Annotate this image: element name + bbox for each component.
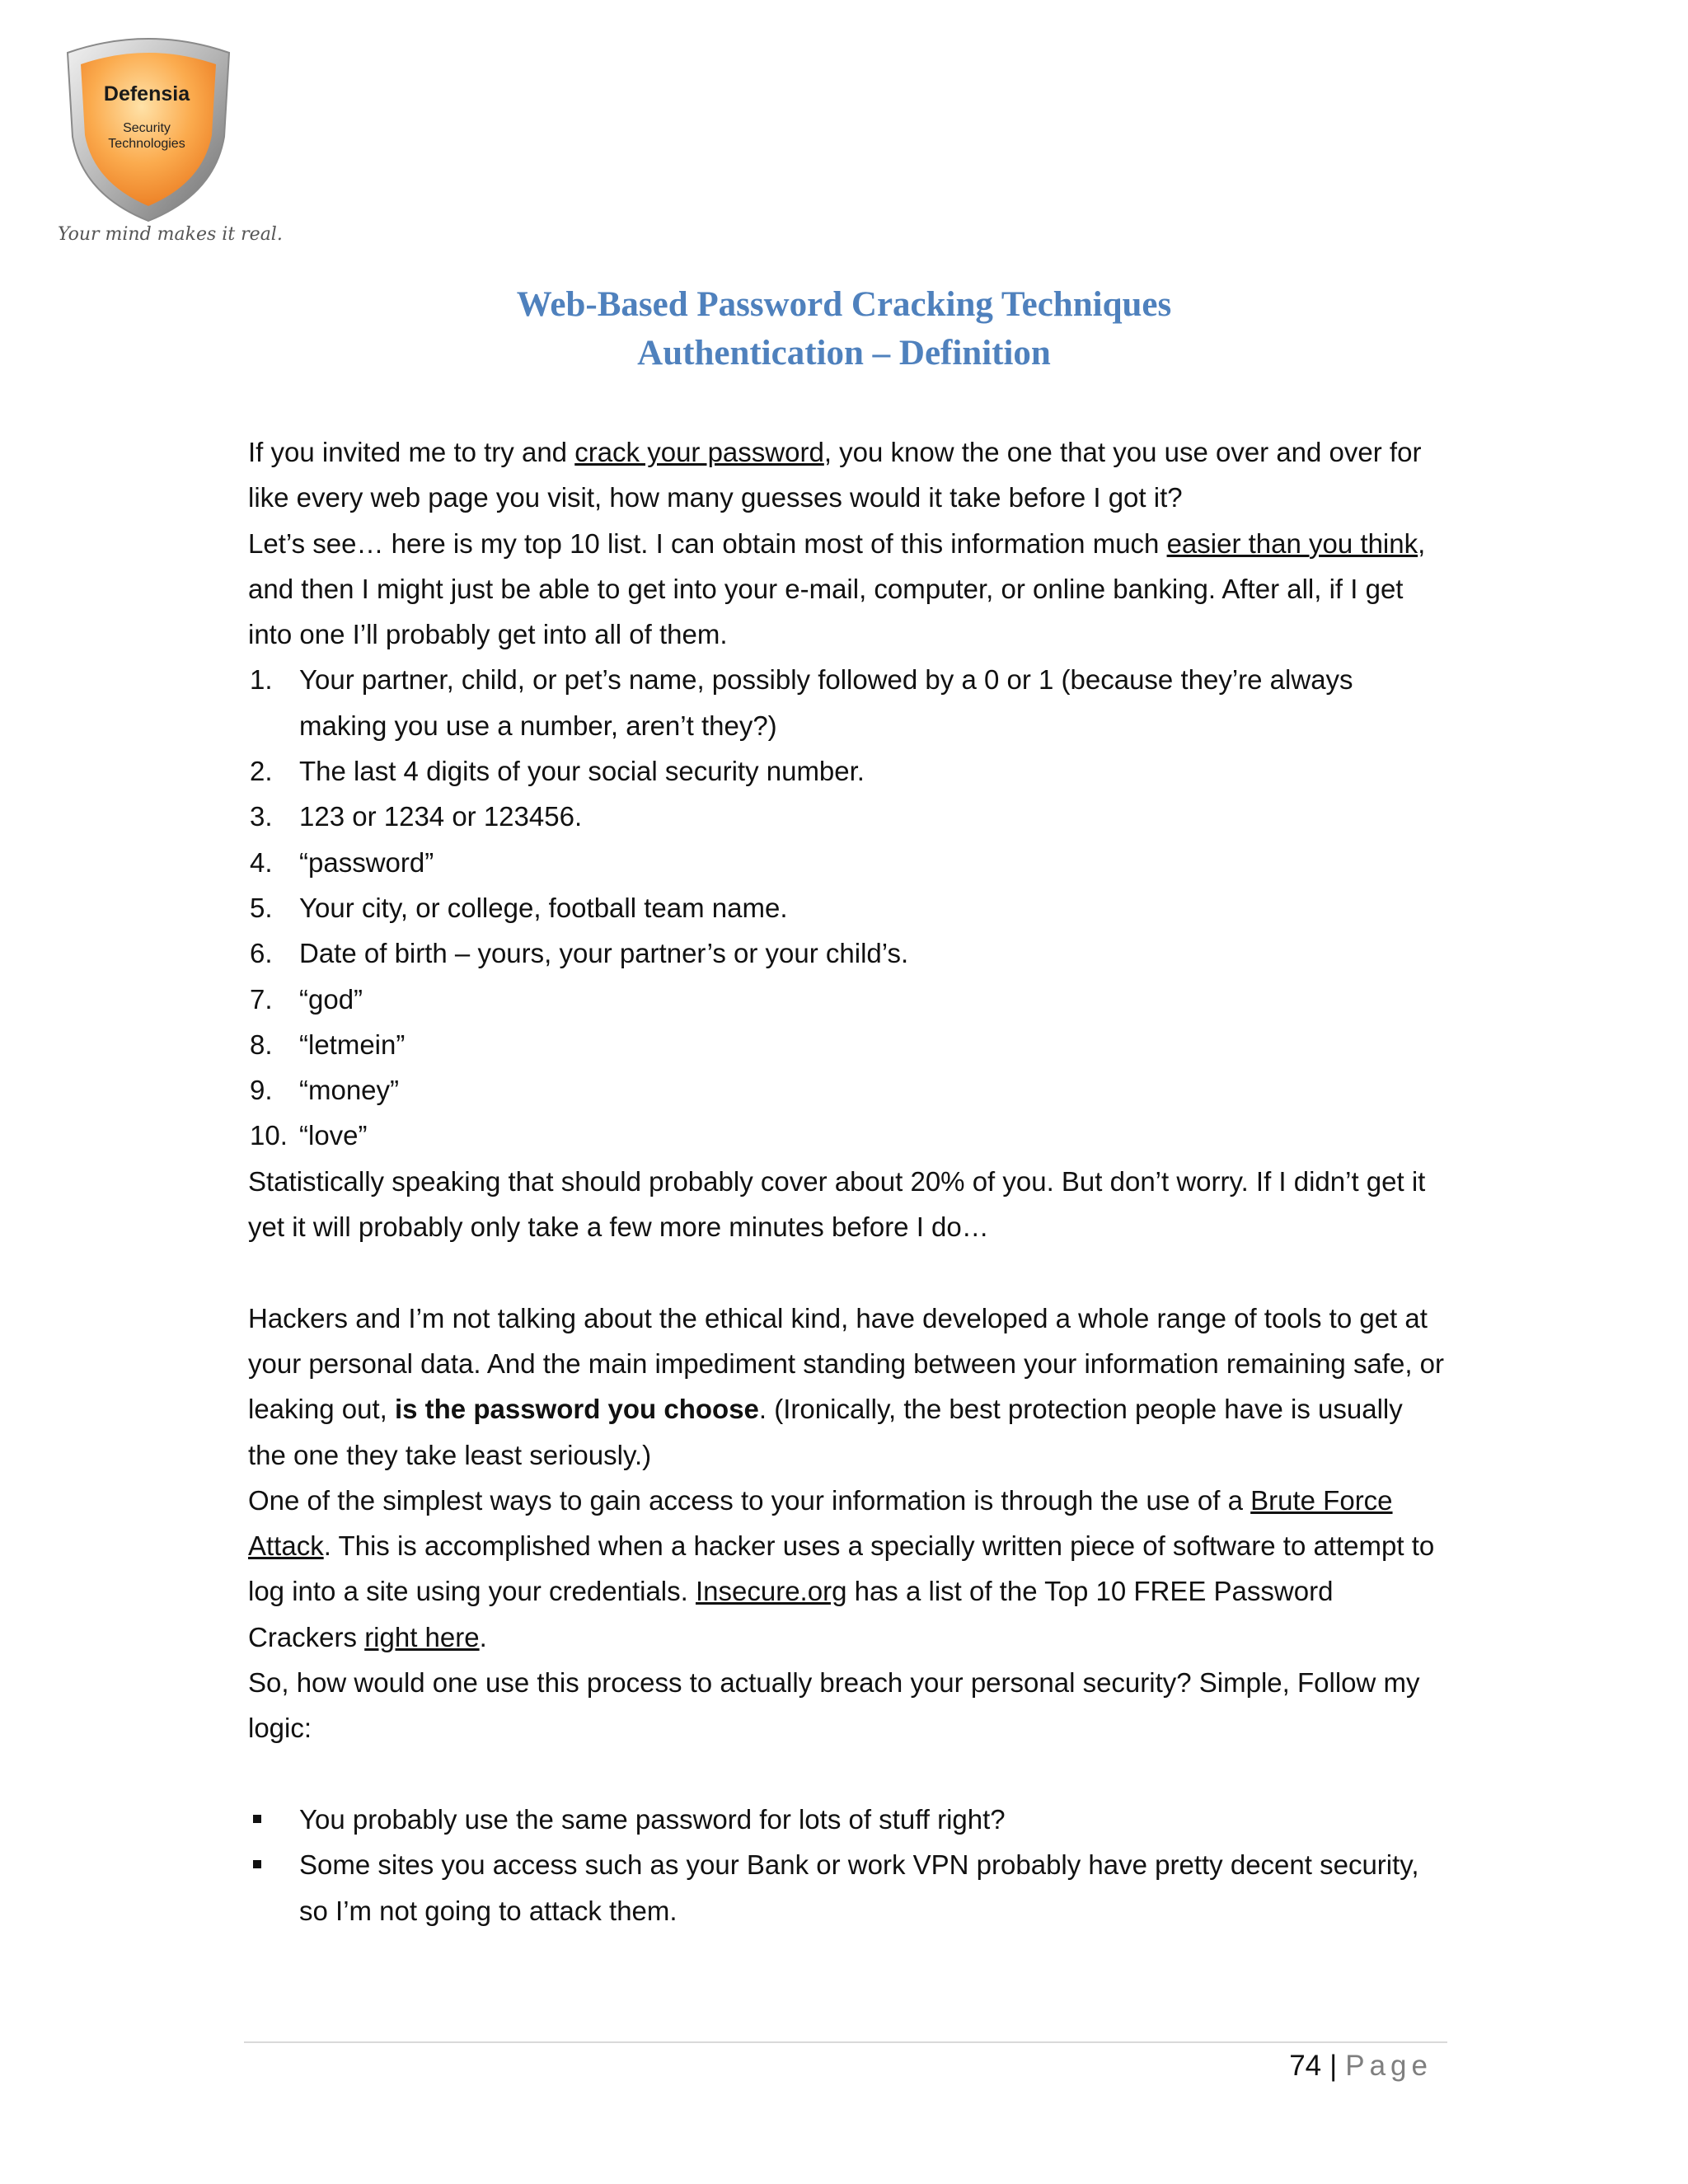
- intro-text: , and then I might just be able to get into your e-mail, computer, or online banking. After all, if I get into one I’ll probably get into all of them.: [248, 527, 1426, 650]
- list-number: 6.: [250, 938, 273, 969]
- insecure-org-link[interactable]: Insecure.org: [695, 1576, 847, 1607]
- brute-text: . This is accomplished when a hacker uses a specially written piece of software to attempt to log into a site using your credentials.: [248, 1530, 1435, 1607]
- list-item-text: “password”: [299, 846, 434, 878]
- list-item-text: “god”: [299, 983, 363, 1015]
- page-footer: [1289, 2046, 1432, 2087]
- logic-bullet-list: [248, 1797, 1447, 1933]
- intro-paragraph-1: [248, 429, 1447, 521]
- logo-sub-line2: Technologies: [108, 137, 185, 151]
- list-item: [248, 794, 1447, 839]
- top-10-list: [248, 657, 1447, 1158]
- intro-text: If you invited me to try and: [248, 437, 575, 467]
- bullet-item: [248, 1797, 1447, 1842]
- page-title: [0, 280, 1688, 377]
- brute-text: has a list of the Top 10 FREE Password Crackers: [248, 1576, 1334, 1652]
- list-number: 8.: [250, 1029, 273, 1060]
- document-body: [248, 429, 1447, 1933]
- title-line-2: Authentication – Definition: [637, 334, 1051, 373]
- bullet-text: You probably use the same password for lots of stuff right?: [299, 1803, 1006, 1835]
- shield-logo-icon: [49, 30, 247, 224]
- list-item: [248, 748, 1447, 794]
- crack-your-password-link[interactable]: crack your password: [574, 437, 824, 467]
- list-item-text: “love”: [299, 1120, 368, 1151]
- intro-text: , you know the one that you use over and over for like every web page you visit, how many guesses would it take before I got it?: [248, 437, 1422, 513]
- list-item: [248, 885, 1447, 930]
- hackers-text: Hackers and I’m not talking about the ethical kind, have developed a whole range of tools to get at your personal data. And the main impediment standing between your information remaining safe, or leaking out,: [248, 1302, 1445, 1425]
- list-number: 4.: [250, 846, 273, 878]
- statistics-paragraph: Statistically speaking that should probably cover about 20% of you. But don’t worry. If I didn’t get it yet it will probably only take a few more minutes before I do…: [248, 1165, 1426, 1243]
- list-item: [248, 1022, 1447, 1067]
- hackers-text: . (Ironically, the best protection people have is usually the one they take least seriously.): [248, 1394, 1403, 1470]
- list-number: 2.: [250, 756, 273, 787]
- list-number: 9.: [250, 1075, 273, 1106]
- page-number: 74: [1289, 2050, 1322, 2082]
- brute-force-paragraph: [248, 1478, 1447, 1660]
- emphasis-text: is the password you choose: [394, 1394, 759, 1425]
- list-item-text: 123 or 1234 or 123456.: [299, 801, 583, 832]
- list-item-text: “letmein”: [299, 1029, 406, 1060]
- bullet-text: Some sites you access such as your Bank or work VPN probably have pretty decent security, so I’m not going to attack them.: [299, 1849, 1419, 1926]
- list-number: 1.: [250, 664, 273, 696]
- list-item: [248, 840, 1447, 885]
- intro-text: Let’s see… here is my top 10 list. I can obtain most of this information much: [248, 527, 1167, 559]
- intro-paragraph-2: [248, 521, 1447, 658]
- list-item: [248, 930, 1447, 976]
- footer-divider: [244, 2041, 1447, 2043]
- right-here-link[interactable]: right here: [364, 1621, 480, 1652]
- list-item-text: “money”: [299, 1075, 400, 1106]
- list-number: 3.: [250, 801, 273, 832]
- list-number: 7.: [250, 983, 273, 1015]
- logo-brand-text: Defensia: [103, 82, 190, 105]
- list-item: [248, 977, 1447, 1022]
- paragraph-spacer: [248, 1249, 1447, 1295]
- paragraph-spacer: [248, 1751, 1447, 1797]
- hackers-paragraph: [248, 1296, 1447, 1478]
- title-line-1: Web-Based Password Cracking Techniques: [516, 285, 1172, 324]
- brute-text: .: [479, 1621, 487, 1652]
- list-number: 5.: [250, 892, 273, 923]
- square-bullet-icon: [253, 1815, 261, 1823]
- list-item-text: Your partner, child, or pet’s name, possibly followed by a 0 or 1 (because they’re always making you use a number, aren’t they?): [299, 664, 1353, 741]
- list-item-text: Date of birth – yours, your partner’s or your child’s.: [299, 938, 909, 969]
- defensia-logo: [49, 30, 283, 260]
- easier-than-you-think-link[interactable]: easier than you think: [1166, 527, 1418, 559]
- list-item: [248, 1067, 1447, 1113]
- brute-force-attack-link[interactable]: Brute Force Attack: [248, 1484, 1393, 1562]
- list-number: 10.: [250, 1120, 288, 1151]
- brute-text: One of the simplest ways to gain access to your information is through the use of a: [248, 1484, 1251, 1516]
- list-item-text: The last 4 digits of your social security number.: [299, 756, 865, 787]
- footer-separator: |: [1329, 2050, 1338, 2082]
- page-label: Page: [1345, 2050, 1432, 2082]
- logo-sub-line1: Security: [123, 121, 171, 135]
- square-bullet-icon: [253, 1860, 261, 1868]
- list-item-text: Your city, or college, football team name.: [299, 892, 788, 923]
- bullet-item: [248, 1842, 1447, 1933]
- logo-tagline: Your mind makes it real.: [58, 224, 283, 245]
- logic-intro-paragraph: So, how would one use this process to actually breach your personal security? Simple, Follow my logic:: [248, 1667, 1420, 1744]
- list-item: [248, 1113, 1447, 1158]
- list-item: [248, 657, 1447, 748]
